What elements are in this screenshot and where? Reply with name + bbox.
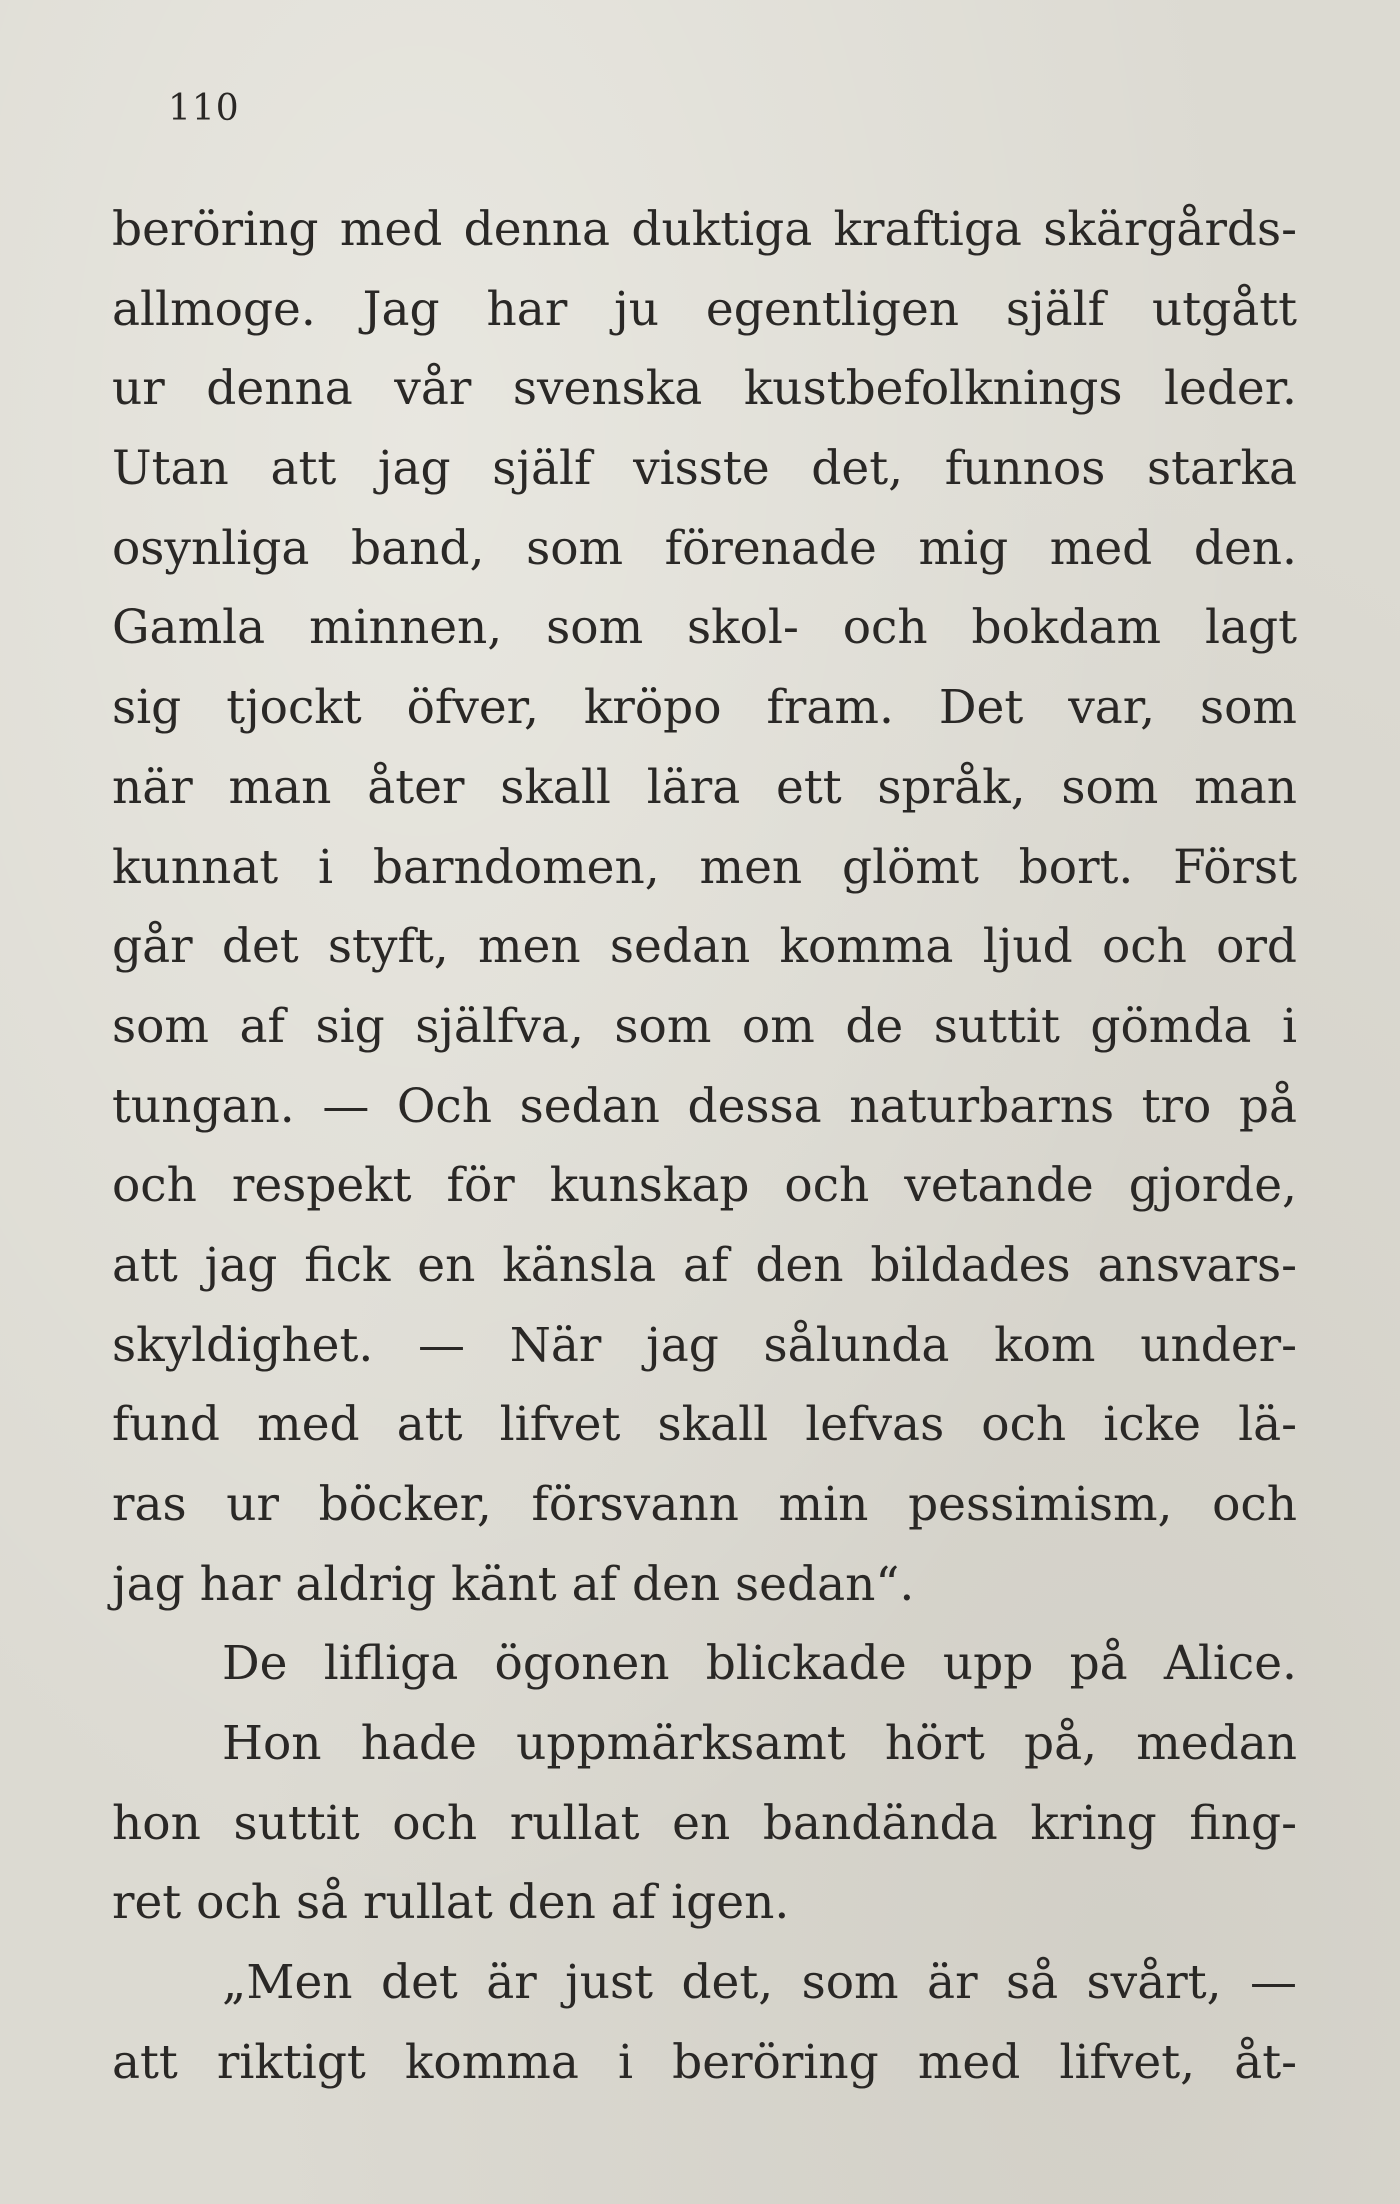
text-line: att jag fick en känsla af den bildades ansvars-	[112, 1237, 1297, 1293]
text-line: allmoge. Jag har ju egentligen själf utgått	[112, 281, 1297, 337]
text-line: beröring med denna duktiga kraftiga skärgårds-	[112, 202, 1297, 257]
text-line: ras ur böcker, försvann min pessimism, och	[112, 1477, 1297, 1532]
text-line: går det styft, men sedan komma ljud och ord	[112, 919, 1297, 975]
text-line: och respekt för kunskap och vetande gjorde,	[112, 1158, 1297, 1214]
text-line: „Men det är just det, som är så svårt, —	[222, 1955, 1297, 2011]
text-line: Utan att jag själf visste det, funnos starka	[112, 441, 1297, 497]
text-line: när man åter skall lära ett språk, som man	[112, 759, 1297, 815]
text-line: ur denna vår svenska kustbefolknings leder.	[112, 361, 1297, 417]
text-line: jag har aldrig känt af den sedan“.	[112, 1556, 915, 1612]
text-line: tungan. — Och sedan dessa naturbarns tro på	[112, 1078, 1297, 1134]
text-line: sig tjockt öfver, kröpo fram. Det var, som	[112, 680, 1297, 736]
text-line: hon suttit och rullat en bandända kring fing-	[112, 1795, 1297, 1851]
text-line: skyldighet. — När jag sålunda kom under-	[112, 1317, 1297, 1373]
text-line: Hon hade uppmärksamt hört på, medan	[222, 1716, 1297, 1772]
text-line: kunnat i barndomen, men glömt bort. Först	[112, 839, 1297, 895]
text-line: ret och så rullat den af igen.	[112, 1875, 790, 1931]
text-line: att riktigt komma i beröring med lifvet, åt-	[112, 2034, 1297, 2090]
text-line: fund med att lifvet skall lefvas och icke lä-	[112, 1397, 1297, 1453]
text-line: De lifliga ögonen blickade upp på Alice.	[222, 1636, 1297, 1692]
text-line: som af sig själfva, som om de suttit gömda i	[112, 998, 1297, 1054]
body-text	[112, 190, 1297, 2103]
text-line: Gamla minnen, som skol- och bokdam lagt	[112, 600, 1297, 656]
page-number: 110	[168, 88, 240, 129]
text-line: osynliga band, som förenade mig med den.	[112, 520, 1297, 576]
